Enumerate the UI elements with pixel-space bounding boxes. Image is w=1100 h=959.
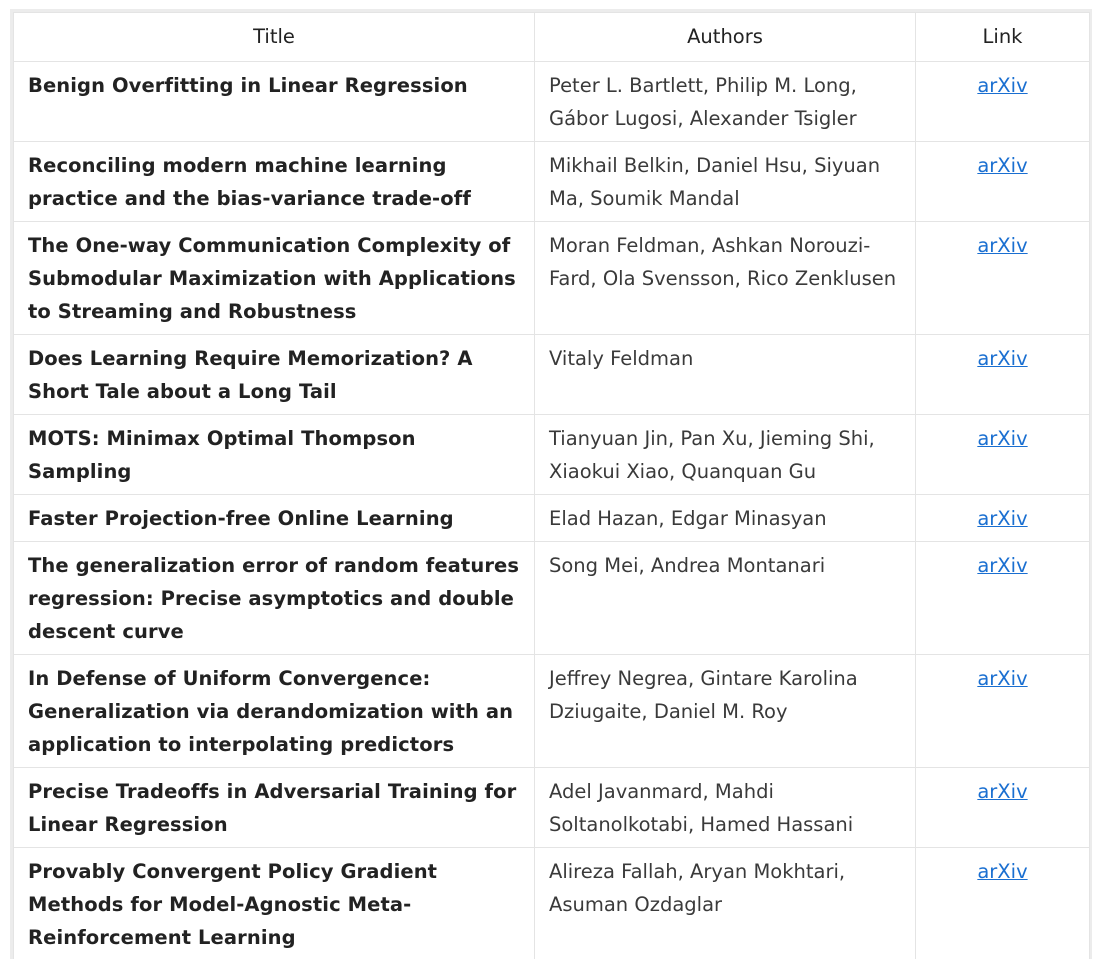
table-row xyxy=(14,222,1090,335)
paper-title: The generalization error of random features regression: Precise asymptotics and double descent curve xyxy=(14,542,535,655)
table-row xyxy=(14,542,1090,655)
paper-title: The One-way Communication Complexity of Submodular Maximization with Applications to Streaming and Robustness xyxy=(14,222,535,335)
paper-authors: Mikhail Belkin, Daniel Hsu, Siyuan Ma, Soumik Mandal xyxy=(535,142,916,222)
paper-title: Reconciling modern machine learning practice and the bias-variance trade-off xyxy=(14,142,535,222)
paper-title: Benign Overfitting in Linear Regression xyxy=(14,62,535,142)
paper-authors: Elad Hazan, Edgar Minasyan xyxy=(535,495,916,542)
header-row xyxy=(14,13,1090,62)
table-row xyxy=(14,848,1090,959)
arxiv-link[interactable]: arXiv xyxy=(977,427,1028,450)
paper-title: Does Learning Require Memorization? A Short Tale about a Long Tail xyxy=(14,335,535,415)
paper-title: Faster Projection-free Online Learning xyxy=(14,495,535,542)
arxiv-link[interactable]: arXiv xyxy=(977,347,1028,370)
paper-link-cell xyxy=(916,768,1090,848)
arxiv-link[interactable]: arXiv xyxy=(977,154,1028,177)
paper-authors: Tianyuan Jin, Pan Xu, Jieming Shi, Xiaokui Xiao, Quanquan Gu xyxy=(535,415,916,495)
paper-link-cell xyxy=(916,655,1090,768)
paper-link-cell xyxy=(916,542,1090,655)
paper-authors: Vitaly Feldman xyxy=(535,335,916,415)
paper-title: Precise Tradeoffs in Adversarial Training for Linear Regression xyxy=(14,768,535,848)
arxiv-link[interactable]: arXiv xyxy=(977,860,1028,883)
arxiv-link[interactable]: arXiv xyxy=(977,554,1028,577)
arxiv-link[interactable]: arXiv xyxy=(977,507,1028,530)
table-body xyxy=(14,62,1090,959)
arxiv-link[interactable]: arXiv xyxy=(977,74,1028,97)
paper-authors: Moran Feldman, Ashkan Norouzi-Fard, Ola Svensson, Rico Zenklusen xyxy=(535,222,916,335)
table-row xyxy=(14,335,1090,415)
table-row xyxy=(14,655,1090,768)
table-row xyxy=(14,62,1090,142)
paper-title: MOTS: Minimax Optimal Thompson Sampling xyxy=(14,415,535,495)
table-row xyxy=(14,415,1090,495)
paper-link-cell xyxy=(916,495,1090,542)
paper-link-cell xyxy=(916,335,1090,415)
paper-authors: Adel Javanmard, Mahdi Soltanolkotabi, Hamed Hassani xyxy=(535,768,916,848)
paper-title: Provably Convergent Policy Gradient Methods for Model-Agnostic Meta-Reinforcement Learning xyxy=(14,848,535,959)
papers-table xyxy=(13,12,1090,959)
paper-link-cell xyxy=(916,142,1090,222)
papers-table-frame xyxy=(10,9,1092,959)
paper-authors: Jeffrey Negrea, Gintare Karolina Dziugaite, Daniel M. Roy xyxy=(535,655,916,768)
paper-authors: Peter L. Bartlett, Philip M. Long, Gábor Lugosi, Alexander Tsigler xyxy=(535,62,916,142)
paper-title: In Defense of Uniform Convergence: Generalization via derandomization with an application to interpolating predictors xyxy=(14,655,535,768)
paper-authors: Song Mei, Andrea Montanari xyxy=(535,542,916,655)
header-authors: Authors xyxy=(535,13,916,62)
paper-link-cell xyxy=(916,222,1090,335)
paper-link-cell xyxy=(916,62,1090,142)
paper-link-cell xyxy=(916,848,1090,959)
arxiv-link[interactable]: arXiv xyxy=(977,234,1028,257)
header-title: Title xyxy=(14,13,535,62)
paper-authors: Alireza Fallah, Aryan Mokhtari, Asuman Ozdaglar xyxy=(535,848,916,959)
header-link: Link xyxy=(916,13,1090,62)
table-row xyxy=(14,495,1090,542)
arxiv-link[interactable]: arXiv xyxy=(977,667,1028,690)
arxiv-link[interactable]: arXiv xyxy=(977,780,1028,803)
table-row xyxy=(14,142,1090,222)
paper-link-cell xyxy=(916,415,1090,495)
table-header xyxy=(14,13,1090,62)
table-row xyxy=(14,768,1090,848)
